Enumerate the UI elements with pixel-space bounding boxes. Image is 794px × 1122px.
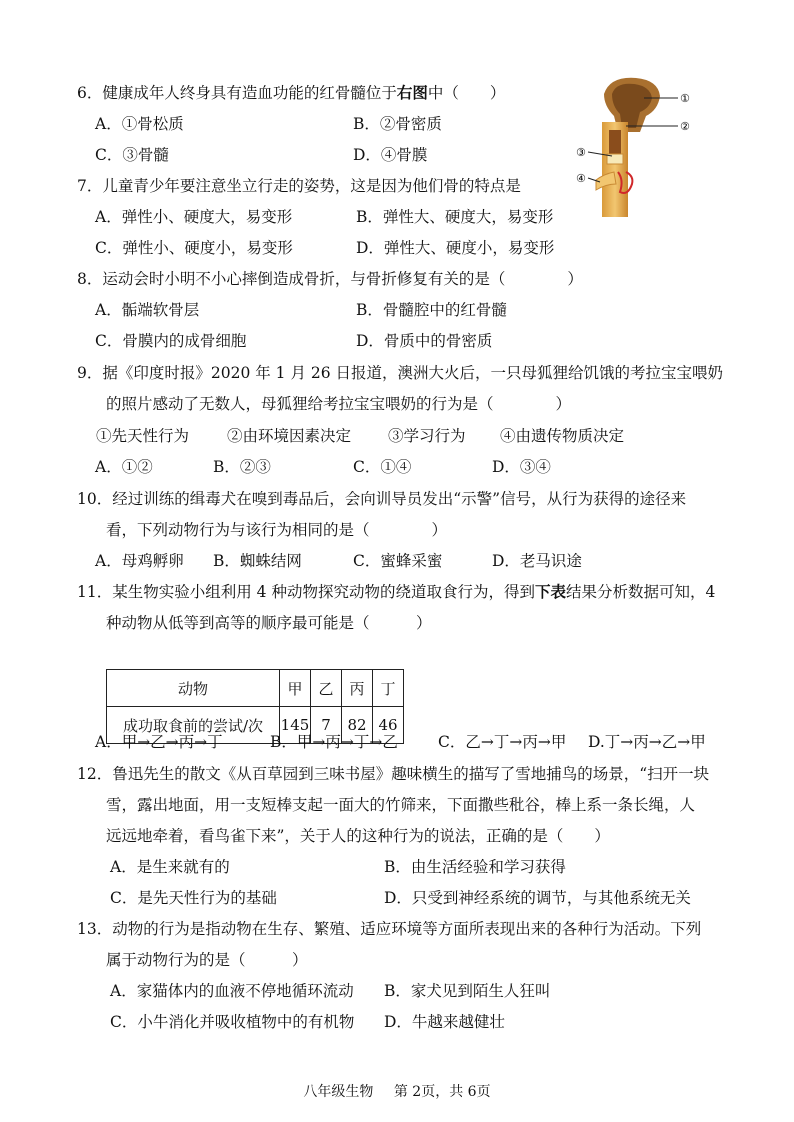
q9-statement-4: ④由遗传物质决定: [500, 427, 625, 445]
q8-option-b: B．骨髓腔中的红骨髓: [356, 301, 507, 319]
table-cell: 成功取食前的尝试/次: [107, 707, 280, 744]
q12-option-d: D．只受到神经系统的调节，与其他系统无关: [384, 889, 691, 907]
q12-stem-line-3: 远远地牵着，看鸟雀下来”，关于人的这种行为的说法，正确的是（ ）: [106, 827, 610, 845]
table-cell: 7: [311, 707, 342, 744]
q8-option-d: D．骨质中的骨密质: [356, 332, 493, 350]
table-cell: 46: [373, 707, 404, 744]
figure-label-1: ①: [680, 92, 690, 105]
q6-stem: [77, 83, 505, 103]
figure-label-4: ④: [576, 172, 586, 185]
q6-stem-tail: 中（ ）: [427, 84, 506, 102]
q6-option-a: A．①骨松质: [95, 115, 184, 133]
q9-stem-line-2: 的照片感动了无数人，母狐狸给考拉宝宝喂奶的行为是（ ）: [106, 395, 572, 413]
q6-option-c: C．③骨髓: [95, 146, 169, 164]
table-header-cell: 丙: [342, 670, 373, 707]
table-header-cell: 丁: [373, 670, 404, 707]
q9-stem-line-1: 9．据《印度时报》2020 年 1 月 26 日报道，澳洲大火后，一只母狐狸给饥饿的考拉宝宝喂奶: [77, 364, 724, 382]
q11-stem-text: 11．某生物实验小组利用 4 种动物探究动物的绕道取食行为，得到: [77, 583, 535, 601]
q6-stem-text: 6．健康成年人终身具有造血功能的红骨髓位于: [77, 84, 397, 102]
q13-option-d: D．牛越来越健壮: [384, 1013, 505, 1031]
q10-stem-line-2: 看，下列动物行为与该行为相同的是（ ）: [106, 521, 448, 539]
q11-stem-line-2: 种动物从低等到高等的顺序最可能是（ ）: [106, 614, 432, 632]
table-header-row: [107, 670, 404, 707]
q7-option-d: D．弹性大、硬度小，易变形: [356, 239, 555, 257]
q13-option-a: A．家猫体内的血液不停地循环流动: [110, 982, 354, 1000]
q9-option-a: A．①②: [95, 458, 153, 476]
q10-stem-line-1: 10．经过训练的缉毒犬在嗅到毒品后，会向训导员发出“示警”信号，从行为获得的途径来: [77, 490, 687, 508]
table-header-cell: 动物: [107, 670, 280, 707]
figure-label-2: ②: [680, 120, 690, 133]
q13-stem-line-2: 属于动物行为的是（ ）: [106, 951, 308, 969]
table-cell: 82: [342, 707, 373, 744]
q8-stem: 8．运动会时小明不小心摔倒造成骨折，与骨折修复有关的是（ ）: [77, 270, 583, 288]
q10-option-a: A．母鸡孵卵: [95, 552, 184, 570]
q6-option-b: B．②骨密质: [353, 115, 442, 133]
page-footer: [0, 1081, 794, 1101]
q12-option-c: C．是先天性行为的基础: [110, 889, 277, 907]
q9-option-c: C．①④: [353, 458, 412, 476]
q12-stem-line-1: 12．鲁迅先生的散文《从百草园到三味书屋》趣味横生的描写了雪地捕鸟的场景，“扫开一块: [77, 765, 710, 783]
q6-stem-bold: 右图: [396, 83, 428, 102]
q9-statement-1: ①先天性行为: [96, 427, 190, 445]
q7-option-b: B．弹性大、硬度大，易变形: [356, 208, 554, 226]
footer-subject: 八年级生物: [303, 1084, 374, 1100]
q7-option-a: A．弹性小、硬度大，易变形: [95, 208, 293, 226]
q10-option-b: B．蜘蛛结网: [213, 552, 302, 570]
figure-label-3: ③: [576, 146, 586, 159]
q11-option-c: C．乙→丁→丙→甲: [438, 733, 567, 751]
table-header-cell: 甲: [280, 670, 311, 707]
q11-option-a: A．甲→乙→丙→丁: [95, 733, 223, 751]
footer-page-number: 第 2页，共 6页: [393, 1084, 491, 1100]
q12-option-b: B．由生活经验和学习获得: [384, 858, 566, 876]
q9-statement-3: ③学习行为: [388, 427, 466, 445]
q13-stem-line-1: 13．动物的行为是指动物在生存、繁殖、适应环境等方面所表现出来的各种行为活动。下列: [77, 920, 702, 938]
q11-stem-line-1: [77, 582, 715, 602]
q7-option-c: C．弹性小、硬度小，易变形: [95, 239, 293, 257]
q12-stem-line-2: 雪，露出地面，用一支短棒支起一面大的竹筛来，下面撒些秕谷，棒上系一条长绳，人: [106, 796, 696, 814]
q9-option-b: B．②③: [213, 458, 271, 476]
q9-option-d: D．③④: [492, 458, 551, 476]
q11-option-b: B．甲→丙→丁→乙: [270, 733, 398, 751]
table-cell: 145: [280, 707, 311, 744]
bone-figure: [574, 72, 714, 222]
q7-stem: 7．儿童青少年要注意坐立行走的姿势，这是因为他们骨的特点是: [77, 177, 521, 195]
q11-option-d: D.丁→丙→乙→甲: [588, 733, 706, 751]
q13-option-b: B．家犬见到陌生人狂叫: [384, 982, 551, 1000]
table-header-cell: 乙: [311, 670, 342, 707]
q10-option-c: C．蜜蜂采蜜: [353, 552, 443, 570]
q11-stem-bold: 下表: [534, 582, 566, 601]
q8-option-c: C．骨膜内的成骨细胞: [95, 332, 247, 350]
q8-option-a: A．骺端软骨层: [95, 301, 200, 319]
q10-option-d: D．老马识途: [492, 552, 582, 570]
q6-option-d: D．④骨膜: [353, 146, 428, 164]
q9-statement-2: ②由环境因素决定: [227, 427, 352, 445]
q13-option-c: C．小牛消化并吸收植物中的有机物: [110, 1013, 355, 1031]
q11-stem-tail: 结果分析数据可知，4: [565, 583, 716, 601]
q12-option-a: A．是生来就有的: [110, 858, 230, 876]
